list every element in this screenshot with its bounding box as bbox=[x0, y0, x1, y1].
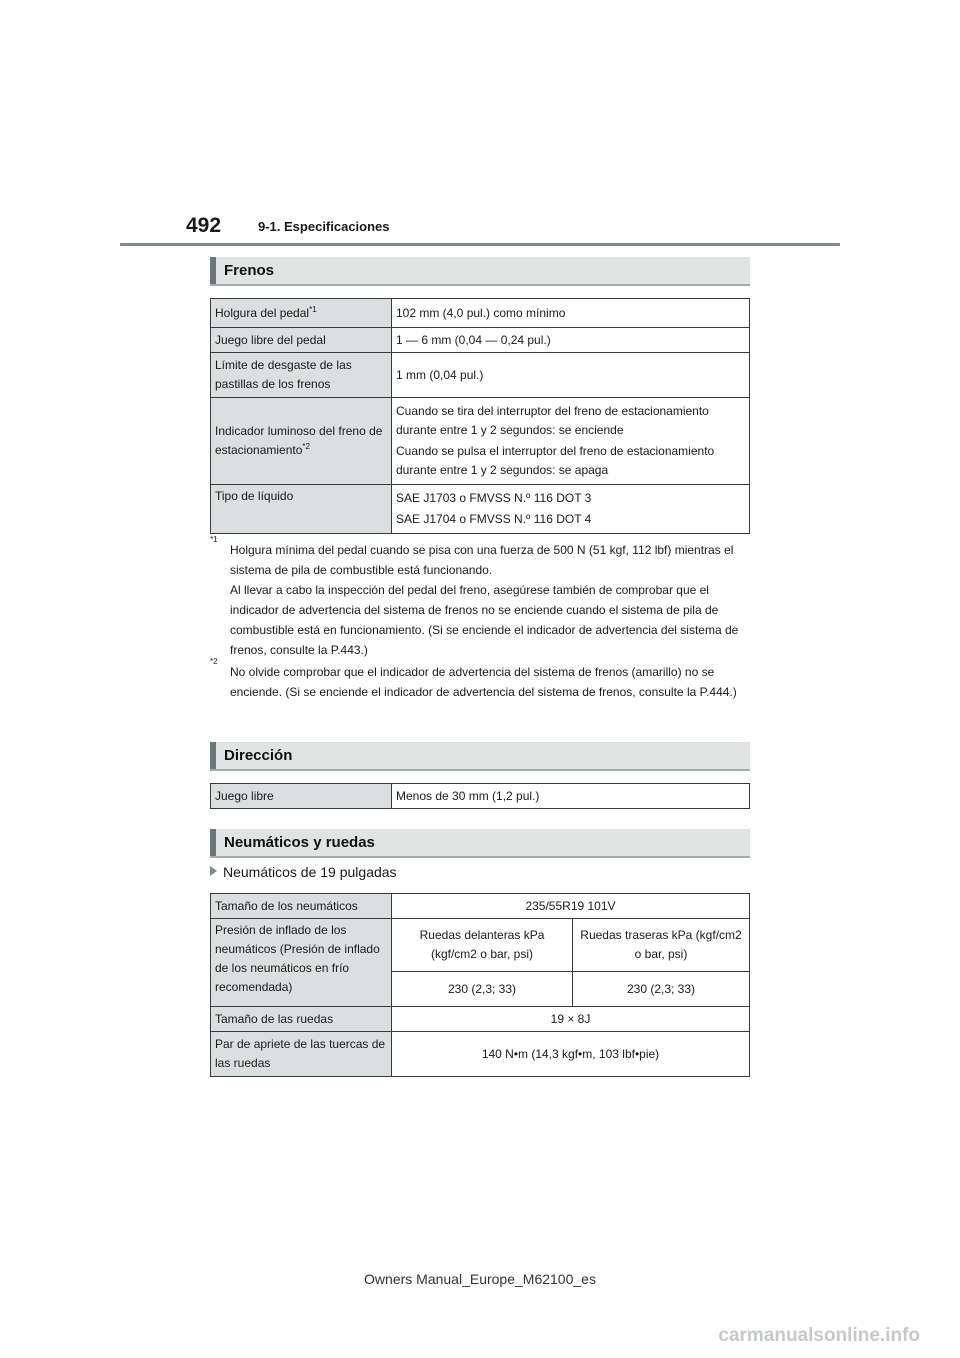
footnote-text: Holgura mínima del pedal cuando se pisa con una fuerza de 500 N (51 kgf, 112 lbf) mientras el sistema de pila de combustible está funcionando. bbox=[230, 543, 734, 577]
table-value-cell bbox=[392, 398, 750, 485]
table-row bbox=[211, 919, 750, 972]
table-key-cell bbox=[211, 299, 392, 328]
table-value-cell bbox=[392, 894, 750, 919]
frenos-table bbox=[210, 298, 750, 534]
footnote: *1 Holgura mínima del pedal cuando se pisa con una fuerza de 500 N (51 kgf, 112 lbf) mientras el sistema de pila de combustible está funcionando. Al llevar a cabo la inspección del pedal del freno, asegúrese también de comprobar que el indicador de advertencia del sistema de frenos no se enciende cuando el sistema de pila de combustible está en funcionamiento. (Si se enciende el indicador de advertencia del sistema de frenos, consulte la P.443.) bbox=[210, 540, 750, 660]
table-row bbox=[211, 299, 750, 328]
table-row bbox=[211, 1007, 750, 1032]
row-value: 1 mm (0,04 pul.) bbox=[396, 367, 484, 382]
table-row bbox=[211, 784, 750, 809]
table-row bbox=[211, 1032, 750, 1077]
direccion-heading-text: Dirección bbox=[224, 747, 293, 764]
row-value: 140 N•m (14,3 kgf•m, 103 lbf•pie) bbox=[481, 1046, 660, 1061]
frenos-heading-text: Frenos bbox=[224, 262, 275, 279]
table-key-cell bbox=[211, 398, 392, 485]
table-value-cell bbox=[392, 328, 750, 353]
row-value: 230 (2,3; 33) bbox=[626, 981, 696, 996]
row-value: 102 mm (4,0 pul.) como mínimo bbox=[396, 305, 566, 320]
table-value-cell bbox=[392, 1032, 750, 1077]
row-value: Menos de 30 mm (1,2 pul.) bbox=[396, 788, 540, 803]
table-value-cell bbox=[392, 485, 750, 534]
page-number: 492 bbox=[186, 214, 222, 237]
page-footer: Owners Manual_Europe_M62100_es bbox=[364, 1271, 596, 1287]
footnote-text: No olvide comprobar que el indicador de advertencia del sistema de frenos (amarillo) no se enciende. (Si se enciende el indicador de advertencia del sistema de frenos, consulte la P.444.) bbox=[230, 665, 737, 699]
heading-accent-bar bbox=[210, 257, 216, 284]
frenos-heading bbox=[210, 257, 750, 286]
table-row bbox=[211, 328, 750, 353]
table-key-cell bbox=[211, 894, 392, 919]
row-key: Tamaño de los neumáticos bbox=[215, 898, 358, 913]
direccion-heading bbox=[210, 742, 750, 771]
footnote-mark: *1 bbox=[309, 304, 317, 314]
row-value: 19 × 8J bbox=[550, 1011, 591, 1026]
table-value-cell bbox=[392, 353, 750, 398]
table-value-cell bbox=[573, 972, 750, 1007]
row-key: Tipo de líquido bbox=[215, 489, 294, 503]
frenos-footnotes bbox=[210, 535, 750, 704]
table-key-cell bbox=[211, 1032, 392, 1077]
row-value: 230 (2,3; 33) bbox=[447, 981, 517, 996]
table-key-cell bbox=[211, 353, 392, 398]
table-header-cell bbox=[573, 919, 750, 972]
row-key: Holgura del pedal bbox=[215, 305, 310, 320]
bullet-text: Neumáticos de 19 pulgadas bbox=[223, 864, 397, 880]
row-key: Par de apriete de las tuercas de las ruedas bbox=[215, 1037, 386, 1070]
neumaticos-table bbox=[210, 893, 750, 1077]
table-row bbox=[211, 485, 750, 534]
row-value: SAE J1704 o FMVSS N.º 116 DOT 4 bbox=[396, 512, 592, 526]
watermark: carmanualsonline.info bbox=[718, 1325, 920, 1346]
header-divider bbox=[120, 243, 840, 246]
table-row bbox=[211, 398, 750, 485]
column-header: Ruedas delanteras kPa (kgf/cm2 o bar, psi) bbox=[419, 928, 545, 961]
heading-accent-bar bbox=[210, 829, 216, 856]
table-value-cell bbox=[392, 784, 750, 809]
table-key-cell bbox=[211, 328, 392, 353]
subsection-bullet bbox=[210, 864, 397, 880]
footnote-text: Al llevar a cabo la inspección del pedal del freno, asegúrese también de comprobar que el indicador de advertencia del sistema de frenos no se enciende cuando el sistema de pila de combustible está en funcionamiento. (Si se enciende el indicador de advertencia del sistema de frenos, consulte la P.443.) bbox=[230, 583, 739, 657]
neumaticos-heading-text: Neumáticos y ruedas bbox=[224, 834, 375, 851]
column-header: Ruedas traseras kPa (kgf/cm2 o bar, psi) bbox=[580, 928, 742, 961]
table-value-cell bbox=[392, 1007, 750, 1032]
table-key-cell bbox=[211, 784, 392, 809]
table-value-cell bbox=[392, 299, 750, 328]
heading-accent-bar bbox=[210, 742, 216, 769]
row-value: 1 — 6 mm (0,04 — 0,24 pul.) bbox=[396, 332, 551, 347]
table-row bbox=[211, 353, 750, 398]
row-key: Presión de inflado de los neumáticos (Presión de inflado de los neumáticos en frío recomendada) bbox=[215, 923, 380, 994]
row-key: Límite de desgaste de las pastillas de los frenos bbox=[215, 358, 352, 391]
row-key: Juego libre del pedal bbox=[215, 332, 326, 347]
table-key-cell bbox=[211, 919, 392, 1007]
row-key: Indicador luminoso del freno de estacionamiento bbox=[215, 424, 383, 457]
row-value: Cuando se pulsa el interruptor del freno de estacionamiento durante entre 1 y 2 segundos: se apaga bbox=[396, 444, 715, 477]
row-key: Juego libre bbox=[215, 788, 274, 803]
triangle-bullet-icon bbox=[210, 866, 217, 876]
table-row bbox=[211, 894, 750, 919]
footnote: *2 No olvide comprobar que el indicador de advertencia del sistema de frenos (amarillo) no se enciende. (Si se enciende el indicador de advertencia del sistema de frenos, consulte la P.444.) bbox=[210, 662, 750, 702]
section-title: 9-1. Especificaciones bbox=[258, 219, 390, 234]
row-value: SAE J1703 o FMVSS N.º 116 DOT 3 bbox=[396, 491, 592, 505]
row-key: Tamaño de las ruedas bbox=[215, 1011, 334, 1026]
neumaticos-heading bbox=[210, 829, 750, 858]
footnote-mark: *2 bbox=[302, 442, 310, 451]
direccion-table bbox=[210, 783, 750, 809]
row-value: Cuando se tira del interruptor del freno de estacionamiento durante entre 1 y 2 segundos: se enciende bbox=[396, 404, 709, 437]
table-value-cell bbox=[392, 972, 573, 1007]
table-header-cell bbox=[392, 919, 573, 972]
table-key-cell bbox=[211, 1007, 392, 1032]
table-key-cell bbox=[211, 485, 392, 534]
row-value: 235/55R19 101V bbox=[525, 898, 616, 913]
